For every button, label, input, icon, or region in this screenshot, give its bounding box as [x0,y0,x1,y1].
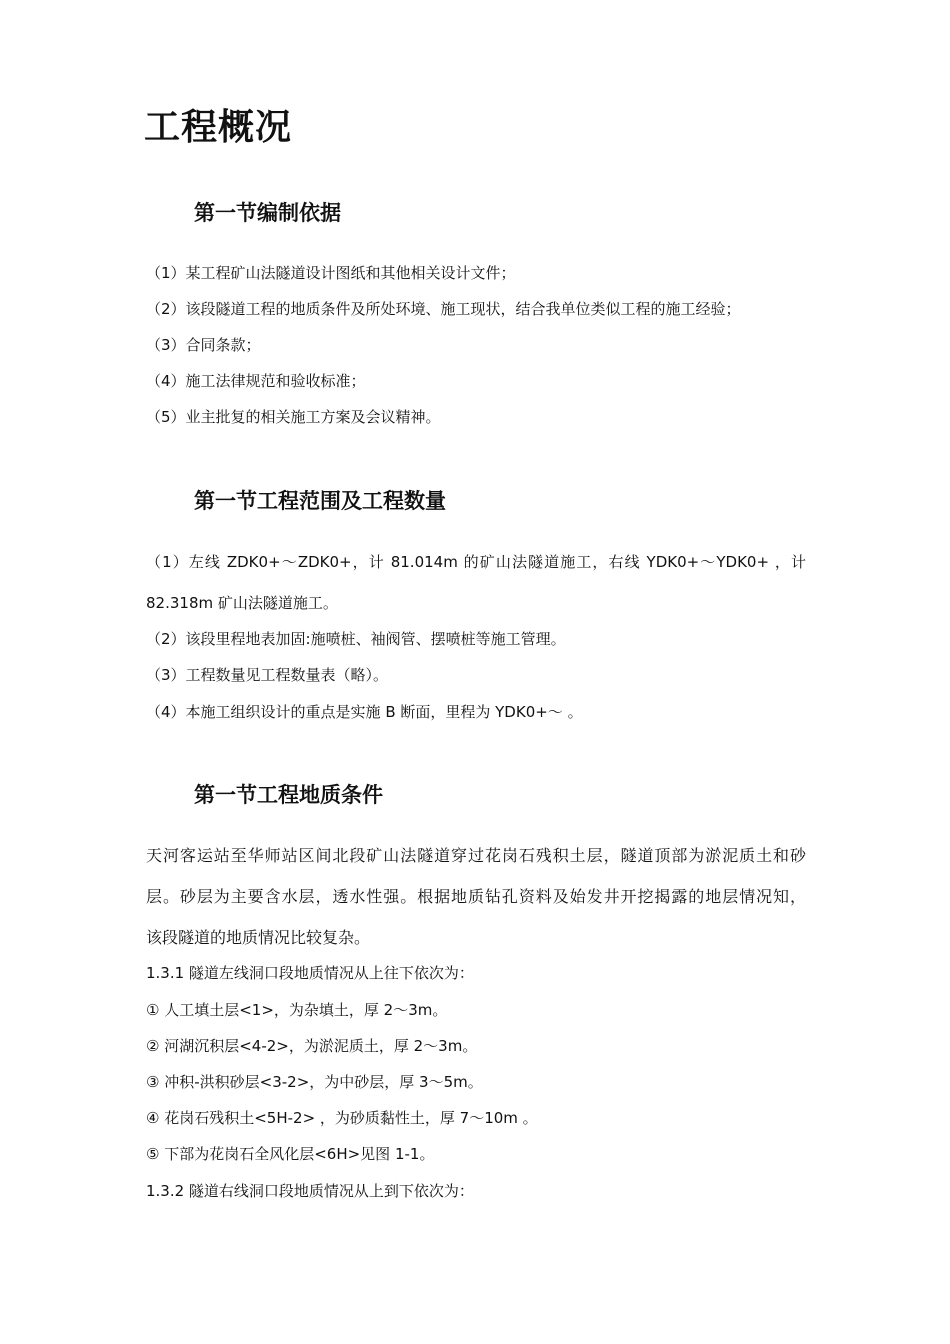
geology-para-line-3: 该段隧道的地质情况比较复杂。 [146,928,371,947]
geology-layer-4: ④ 花岗石残积土<5H-2> ，为砂质黏性土，厚 7～10m 。 [146,1109,538,1127]
basis-item-5: （5）业主批复的相关施工方案及会议精神。 [146,408,441,426]
basis-item-4: （4）施工法律规范和验收标准； [146,372,366,390]
basis-item-2: （2）该段隧道工程的地质条件及所处环境、施工现状，结合我单位类似工程的施工经验； [146,300,741,318]
chapter-title: 工程概况 [144,107,293,148]
basis-item-3: （3）合同条款； [146,336,261,354]
scope-item-1-line-1: （1）左线 ZDK0+～ZDK0+，计 81.014m 的矿山法隧道施工，右线 YDK0+～YDK0+ ，计 [146,553,806,571]
scope-item-1-line-2: 82.318m 矿山法隧道施工。 [146,594,338,612]
scope-item-4: （4）本施工组织设计的重点是实施 B 断面，里程为 YDK0+～ 。 [146,703,583,721]
geology-para-line-1: 天河客运站至华师站区间北段矿山法隧道穿过花岗石残积土层，隧道顶部为淤泥质土和砂 [146,846,806,865]
section-title-geology: 第一节工程地质条件 [194,783,383,807]
geology-item-1-3-1: 1.3.1 隧道左线洞口段地质情况从上往下依次为： [146,964,474,982]
geology-layer-5: ⑤ 下部为花岗石全风化层<6H>见图 1-1。 [146,1145,435,1163]
section-title-basis: 第一节编制依据 [194,201,341,225]
geology-item-1-3-2: 1.3.2 隧道右线洞口段地质情况从上到下依次为： [146,1182,474,1200]
geology-layer-1: ① 人工填土层<1>，为杂填土，厚 2～3m。 [146,1001,448,1019]
geology-layer-2: ② 河湖沉积层<4-2>，为淤泥质土，厚 2～3m。 [146,1037,478,1055]
basis-item-1: （1）某工程矿山法隧道设计图纸和其他相关设计文件； [146,264,516,282]
geology-para-line-2: 层。砂层为主要含水层，透水性强。根据地质钻孔资料及始发井开挖揭露的地层情况知， [146,887,806,906]
scope-item-2: （2）该段里程地表加固:施喷桩、袖阀管、摆喷桩等施工管理。 [146,630,566,648]
geology-layer-3: ③ 冲积-洪积砂层<3-2>，为中砂层，厚 3～5m。 [146,1073,483,1091]
scope-item-3: （3）工程数量见工程数量表（略）。 [146,666,389,684]
section-title-scope: 第一节工程范围及工程数量 [194,489,446,513]
